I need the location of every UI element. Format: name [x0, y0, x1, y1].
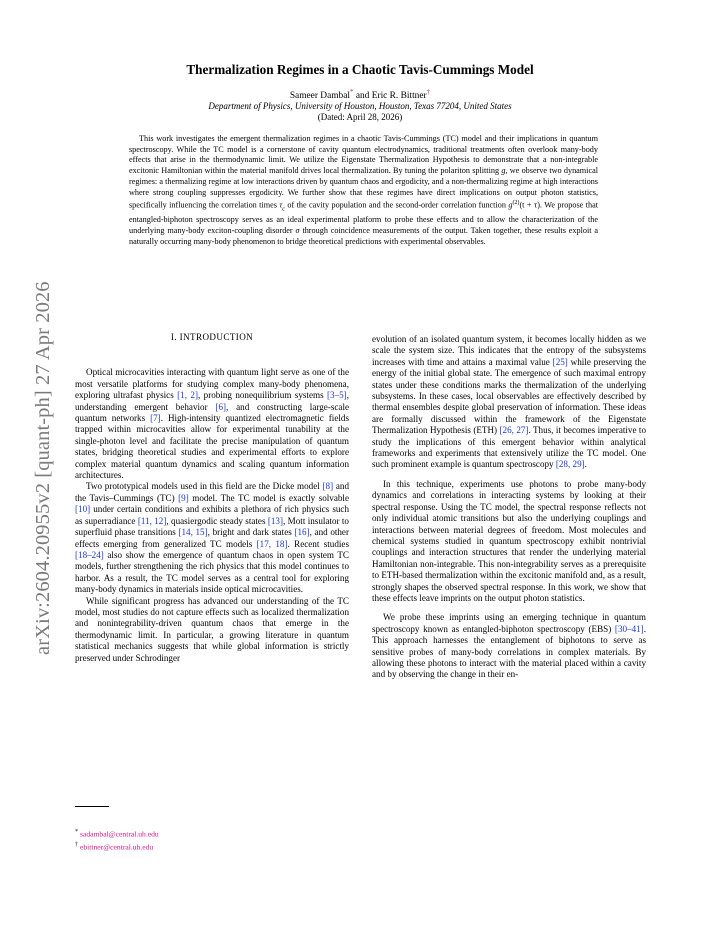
paragraph: In this technique, experiments use photons to probe many-body dynamics and correlations in interacting systems by looking at their spectral response. Using the TC model, the spectral response reflects not only individual atomic transitions but also the underlying couplings and interactions between material degrees of freedom. Most molecules and chemical systems studied in quantum spectroscopy exhibit nontrivial couplings and interaction structures that render the underlying material Hamiltonian non-integrable. This non-integrability serves as a prerequisite to ETH-based thermalization within the excitonic manifold and, as a result, strongly shapes the observed spectral response. In this work, we show that these effects leave imprints on the output photon statistics.	[372, 478, 646, 603]
author-conjunction: and	[355, 91, 370, 102]
citation-link[interactable]: [14, 15]	[178, 527, 208, 538]
symbol-tau-c: τ	[279, 200, 283, 210]
symbol-g2: g	[508, 200, 513, 210]
date-line: (Dated: April 28, 2026)	[317, 112, 403, 122]
citation-link[interactable]: [1, 2]	[177, 390, 198, 401]
footnote-1: * sadambal@central.uh.edu	[75, 829, 159, 839]
paragraph: Two prototypical models used in this field are the Dicke model [8] and the Tavis–Cummings (TC) [9] model. The TC model is exactly solvable [10] under certain conditions and exhibits a plethora of rich physics such as superradiance [11, 12], quasiergodic steady states [13], Mott insulator to superfluid phase transitions [14, 15], bright and dark states [16], and other effects emerging from generalized TC models [17, 18]. Recent studies [18–24] also show the emergence of quantum chaos in open system TC models, further strengthening the rich physics that this model continues to harbor. As a result, the TC model serves as a central tool for exploring many-body dynamics in materials inside optical microcavities.	[75, 481, 350, 595]
citation-link[interactable]: [18–24]	[75, 549, 104, 560]
author-line	[0, 88, 720, 101]
citation-link[interactable]: [11, 12]	[137, 515, 167, 526]
footnotes	[75, 827, 159, 852]
footnote-2: † ebittner@central.uh.edu	[75, 841, 154, 852]
affiliation: Department of Physics, University of Houston, Houston, Texas 77204, United States	[208, 101, 512, 111]
author-1-footnote-mark[interactable]: *	[349, 88, 354, 96]
footnote-rule	[75, 806, 109, 807]
citation-link[interactable]: [30–41]	[614, 623, 644, 634]
citation-link[interactable]: [6]	[215, 401, 227, 412]
email-link-2[interactable]: ebittner@central.uh.edu	[80, 842, 154, 852]
citation-link[interactable]: [16]	[294, 527, 310, 538]
citation-link[interactable]: [9]	[178, 492, 189, 503]
paragraph: We probe these imprints using an emerging technique in quantum spectroscopy known as entangled-biphoton spectroscopy (EBS) [30–41]. This approach harnesses the entanglement of biphotons to serve as sensitive probes of many-body correlations in complex materials. By allowing these photons to interact with the material placed within a cavity and by observing the change in their en-	[372, 612, 646, 680]
email-link-1[interactable]: sadambal@central.uh.edu	[80, 829, 159, 839]
symbol-g: g	[501, 166, 506, 176]
citation-link[interactable]: [13]	[267, 515, 284, 526]
paragraph: While significant progress has advanced our understanding of the TC model, most studies do not capture effects such as localized thermalization and nonintegrability-driven quantum chaos that emerge in the thermodynamic limit. In particular, a growing literature in quantum statistical mechanics suggests that while global information is strictly preserved under Schrodinger	[75, 595, 349, 663]
paragraph: evolution of an isolated quantum system, it becomes locally hidden as we scale the system size. This indicates that the entropy of the subsystems increases with time and attains a maximal value [25] while preserving the energy of the initial global state. The emergence of such maximal entropy states under these conditions marks the thermalization of the underlying subsystems. In these cases, local observables are effectively described by thermal ensembles despite global preservation of information. These ideas are formally discussed within the framework of the Eigenstate Thermalization Hypothesis (ETH) [26, 27]. Thus, it becomes imperative to study the implications of this emergent behavior within analytical frameworks and experiments that extensively utilize the TC model. One such prominent example is quantum spectroscopy [28, 29].	[372, 334, 646, 470]
citation-link[interactable]: [28, 29]	[555, 459, 585, 470]
citation-link[interactable]: [3–5]	[327, 390, 347, 401]
section-heading: I. INTRODUCTION	[170, 332, 254, 342]
citation-link[interactable]: [7]	[150, 413, 161, 424]
citation-link[interactable]: [17, 18]	[256, 538, 288, 549]
abstract: This work investigates the emergent thermalization regimes in a chaotic Tavis-Cummings (TC) model and their implications in quantum spectroscopy. While the TC model is a cornerstone of cavity quantum electrodynamics, traditional treatments often overlook many-body effects that arise in the thermodynamic limit. We utilize the Eigenstate Thermalization Hypothesis to demonstrate that a non-integrable excitonic Hamiltonian within the material manifold drives local thermalization. By tuning the polariton splitting g, we observe two dynamical regimes: a thermalizing regime at low interactions driven by quantum chaos and ergodicity, and a non-thermalizing regime at high interactions where strong coupling suppresses ergodicity. We further show that these regimes have direct implications on output photon statistics, specifically influencing the correlation times $\tau_c$ of the cavity population and the second-order correlation function $g^{(2)}(t + \tau)$. We propose that entangled-biphoton spectroscopy serves as an ideal experimental platform to probe these effects and to allow the characterization of the underlying many-body exciton-coupling disorder σ through coincidence measurements of the output. Taken together, these results exploit a naturally occurring many-body phenomenon to bridge theoretical predictions with experimental observables.	[129, 134, 598, 246]
paper-title: Thermalization Regimes in a Chaotic Tavis-Cummings Model	[186, 62, 534, 77]
arxiv-identifier: arXiv:2604.20955v2 [quant-ph] 27 Apr 2026	[32, 281, 54, 655]
citation-link[interactable]: [25]	[552, 356, 568, 367]
author-1: Sameer Dambal	[289, 91, 350, 102]
right-column	[372, 334, 646, 681]
citation-link[interactable]: [10]	[75, 504, 91, 515]
author-2-footnote-mark[interactable]: †	[426, 88, 431, 96]
citation-link[interactable]: [8]	[322, 481, 334, 492]
author-2: Eric R. Bittner	[371, 91, 427, 102]
left-column	[75, 332, 349, 664]
citation-link[interactable]: [26, 27]	[499, 425, 529, 436]
paragraph: Optical microcavities interacting with quantum light serve as one of the most versatile platforms for studying complex many-body phenomena, exploring ultrafast physics [1, 2], probing nonequilibrium systems [3–5], understanding emergent behavior [6], and constructing large-scale quantum networks [7]. High-intensity quantized electromagnetic fields trapped within microcavities allow for experimental tunability at the single-photon level and facilitate the precise manipulation of quantum states, bridging theoretical studies and experimental efforts to explore complex material quantum dynamics and scaling quantum information architectures.	[75, 367, 350, 481]
symbol-sigma: σ	[295, 226, 300, 235]
